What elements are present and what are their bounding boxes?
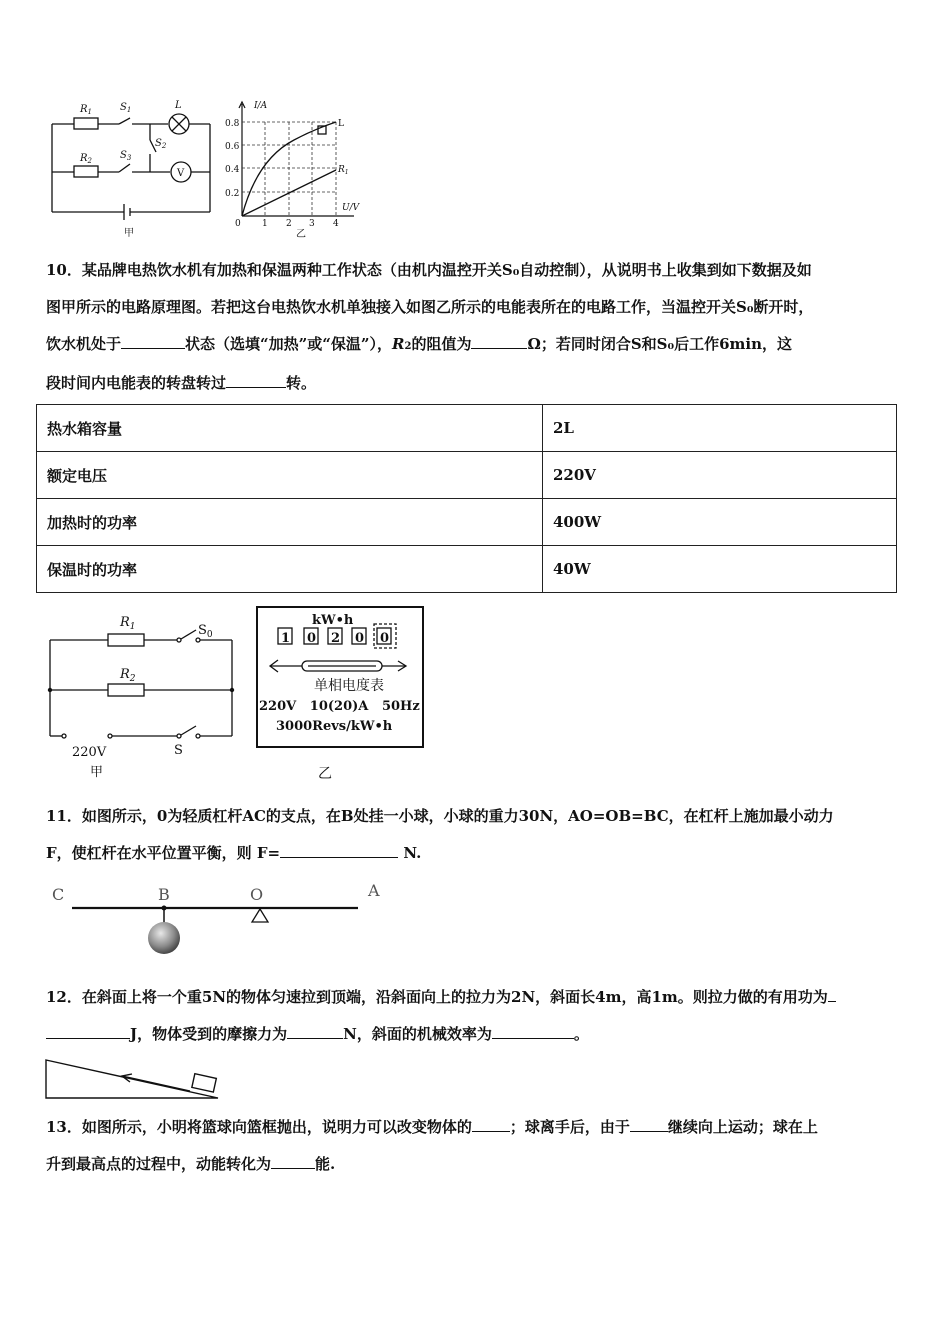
q11-ball [148,922,180,954]
svg-text:1: 1 [281,631,291,646]
q12-line-1: 12．在斜面上将一个重5N的物体匀速拉到顶端，沿斜面向上的拉力为2N，斜面长4m，高1m。则拉力做的有用功为 [46,979,906,1016]
svg-text:R2: $R_2$ [120,667,136,684]
svg-text:220V 10(20)A 50Hz: 220V 10(20)A 50Hz [259,699,420,714]
q13-line-2: 升到最高点的过程中，动能转化为 能. [46,1155,336,1173]
svg-text:kW•h: kW•h [312,613,354,628]
table-row: 加热时的功率 400W [37,499,897,546]
svg-text:0.8: 0.8 [225,119,240,129]
q10-meter-face [256,606,426,786]
q10-line-1: 10．某品牌电热饮水机有加热和保温两种工作状态（由机内温控开关S₀自动控制），从说明书上收集到如下数据及如 [46,261,812,279]
q13-blank-motion[interactable] [472,1117,510,1132]
svg-text:U/V: U/V [342,203,360,213]
q12-blank-useful-work[interactable] [46,1024,130,1039]
q10-line-4: 段时间内电能表的转盘转过 转。 [46,374,317,392]
svg-text:3: 3 [309,219,315,229]
question-13 [46,1109,906,1183]
svg-text:0: 0 [380,631,390,646]
q10-blank-resistance[interactable] [471,334,527,349]
svg-text:乙: 乙 [296,229,306,240]
question-11 [46,798,906,872]
table-row: 保温时的功率 40W [37,546,897,593]
q9-iu-graph [224,98,374,240]
svg-text:4: 4 [333,219,339,229]
q13-line-1: 13．如图所示，小明将篮球向篮框抛出，说明力可以改变物体的 ；球离手后，由于 继续向上运动；球在上 [46,1118,818,1136]
svg-text:R2: $R_2$ [80,153,92,165]
q11-line-1: 11．如图所示，0为轻质杠杆AC的支点，在B处挂一小球，小球的重力30N，AO=OB=BC，在杠杆上施加最小动力 [46,807,834,825]
svg-text:甲: 甲 [124,228,134,239]
q11-lever-figure [46,880,396,960]
svg-text:乙: 乙 [318,766,332,782]
svg-text:S: S [174,743,183,758]
svg-text:单相电度表: 单相电度表 [314,678,384,694]
table-row: 额定电压 220V [37,452,897,499]
question-10 [46,252,906,402]
table-row: 热水箱容量 2L [37,405,897,452]
svg-text:0: 0 [235,219,241,229]
svg-text:I/A: I/A [254,101,268,111]
svg-text:0: 0 [355,631,365,646]
q10-circuit-figure [42,608,242,784]
svg-text:S3: $S_3$ [120,150,132,162]
svg-text:R1: $R_1$ [80,104,92,116]
svg-text:L: L [338,119,344,129]
svg-text:R1: $R_1$ [120,615,136,632]
q12-line-2: J，物体受到的摩擦力为 N，斜面的机械效率为 。 [46,1016,906,1053]
q11-blank-force[interactable] [280,843,398,858]
q10-blank-state[interactable] [121,334,185,349]
svg-text:2: 2 [286,219,292,229]
svg-text:0: 0 [307,631,317,646]
q12-blank-friction[interactable] [287,1024,343,1039]
svg-text:S0: $S_0$ [198,623,213,640]
svg-text:B: B [158,885,170,904]
q12-incline-figure [44,1054,224,1104]
svg-text:C: C [52,885,65,904]
svg-text:O: O [250,885,264,904]
svg-text:甲: 甲 [90,765,104,780]
q11-line-2: F，使杠杆在水平位置平衡，则 F= N. [46,844,422,862]
q10-line-2: 图甲所示的电路原理图。若把这台电热饮水机单独接入如图乙所示的电能表所在的电路工作，当温控开关S₀断开时， [46,298,814,316]
svg-text:3000Revs/kW•h: 3000Revs/kW•h [276,719,393,734]
q13-blank-inertia[interactable] [630,1117,668,1132]
q13-blank-energy[interactable] [271,1154,315,1169]
svg-text:1: 1 [262,219,268,229]
q12-blank-efficiency[interactable] [492,1024,574,1039]
q9-circuit-figure [44,96,220,241]
svg-text:220V: 220V [72,745,107,760]
svg-text:2: 2 [331,631,341,646]
svg-text:A: A [368,881,380,900]
q10-line-3: 饮水机处于 状态（选填“加热”或“保温”），R2的阻值为 Ω；若同时闭合S和S₀后工作6min，这 [46,335,792,353]
svg-text:0.4: 0.4 [225,165,240,175]
svg-text:V: V [177,168,185,179]
question-12 [46,979,906,1053]
svg-text:R1: $R_1$ [338,165,349,176]
svg-text:L: L [175,100,182,111]
svg-text:0.2: 0.2 [225,189,240,199]
q10-blank-revolutions[interactable] [226,373,286,388]
q10-spec-table [36,404,897,593]
svg-text:S1: $S_1$ [120,102,132,114]
svg-text:0.6: 0.6 [225,142,240,152]
svg-text:S2: $S_2$ [155,138,167,150]
